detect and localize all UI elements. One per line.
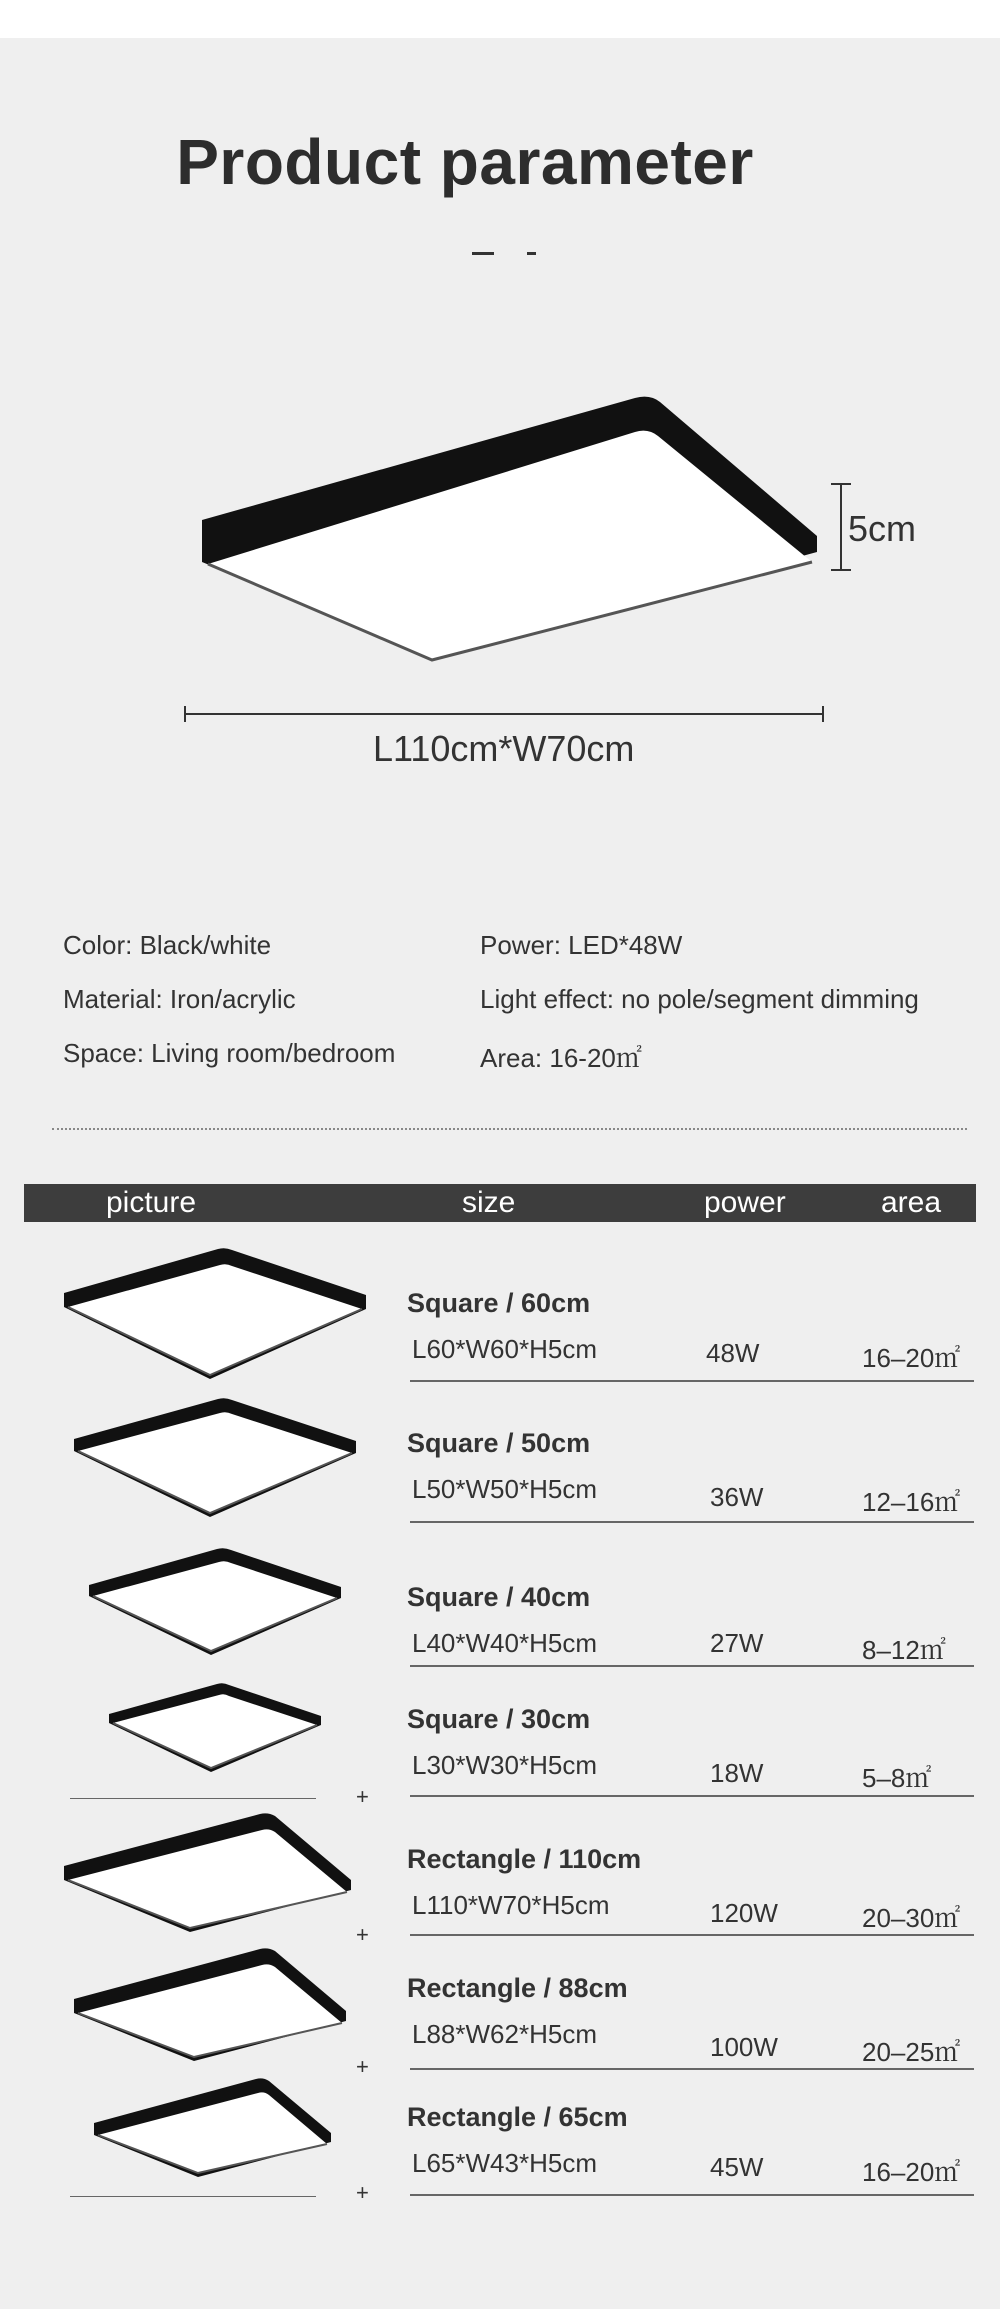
lamp-thumb-square-40 [85,1545,345,1660]
table-header [24,1184,976,1222]
row-2-divider [410,1521,974,1523]
title-underline [472,252,494,255]
lamp-thumb-square-60 [60,1245,370,1385]
spec-space: Space: Living room/bedroom [63,1038,396,1068]
row-6-name: Rectangle / 88cm [407,1973,628,2003]
row-3-size: L40*W40*H5cm [412,1628,597,1658]
row-2-area: 12–16㎡ [862,1487,961,1517]
row-5-plus: + [356,1922,369,1947]
header-power: power [704,1186,786,1219]
row-5-divider [410,1934,974,1936]
row-4-plus: + [356,1784,369,1809]
section-divider [52,1128,967,1130]
lamp-thumb-square-50 [70,1395,360,1523]
lamp-thumb-rectangle-65 [90,2075,335,2183]
row-1-size: L60*W60*H5cm [412,1334,597,1364]
hero-lamp-illustration [180,380,880,680]
row-4-size: L30*W30*H5cm [412,1750,597,1780]
page-title: Product parameter [176,126,754,198]
spec-light-effect: Light effect: no pole/segment dimming [480,984,919,1014]
row-1-area: 16–20㎡ [862,1343,961,1373]
row-3-area: 8–12㎡ [862,1635,946,1665]
title-underline-dot [527,252,536,255]
row-5-size: L110*W70*H5cm [412,1890,610,1920]
row-4-divider [410,1795,974,1797]
header-picture: picture [106,1186,197,1219]
header-area: area [881,1186,942,1219]
row-2-power: 36W [710,1482,764,1512]
row-6-power: 100W [710,2032,778,2062]
row-5-area: 20–30㎡ [862,1903,961,1933]
row-1-divider [410,1380,974,1382]
row-4-picture-divider [70,1798,316,1799]
row-2-name: Square / 50cm [407,1428,591,1458]
row-5-name: Rectangle / 110cm [407,1844,642,1874]
header-size: size [462,1186,516,1219]
length-label: L110cm*W70cm [373,728,635,769]
spec-color: Color: Black/white [63,930,272,960]
row-4-area: 5–8㎡ [862,1763,932,1793]
lamp-thumb-rectangle-110 [60,1810,355,1938]
row-3-name: Square / 40cm [407,1582,591,1612]
row-2-size: L50*W50*H5cm [412,1474,597,1504]
spec-area: Area: 16-20㎡ [480,1043,642,1073]
row-6-size: L88*W62*H5cm [412,2019,597,2049]
row-7-size: L65*W43*H5cm [412,2148,597,2178]
row-4-power: 18W [710,1758,764,1788]
row-1-power: 48W [706,1338,760,1368]
row-7-plus: + [356,2180,369,2205]
length-dimension [183,704,825,724]
spec-power: Power: LED*48W [480,930,683,960]
spec-material: Material: Iron/acrylic [63,984,296,1014]
row-4-name: Square / 30cm [407,1704,591,1734]
lamp-thumb-square-30 [105,1680,325,1776]
row-7-divider [410,2194,974,2196]
row-6-plus: + [356,2054,369,2079]
row-7-area: 16–20㎡ [862,2157,961,2187]
row-7-name: Rectangle / 65cm [407,2102,628,2132]
row-3-divider [410,1665,974,1667]
row-7-picture-divider [70,2196,316,2197]
height-label: 5cm [848,508,917,549]
row-5-power: 120W [710,1898,778,1928]
lamp-thumb-rectangle-88 [70,1945,350,2067]
row-6-area: 20–25㎡ [862,2037,961,2067]
row-3-power: 27W [710,1628,764,1658]
row-1-name: Square / 60cm [407,1288,591,1318]
row-7-power: 45W [710,2152,764,2182]
row-6-divider [410,2068,974,2070]
